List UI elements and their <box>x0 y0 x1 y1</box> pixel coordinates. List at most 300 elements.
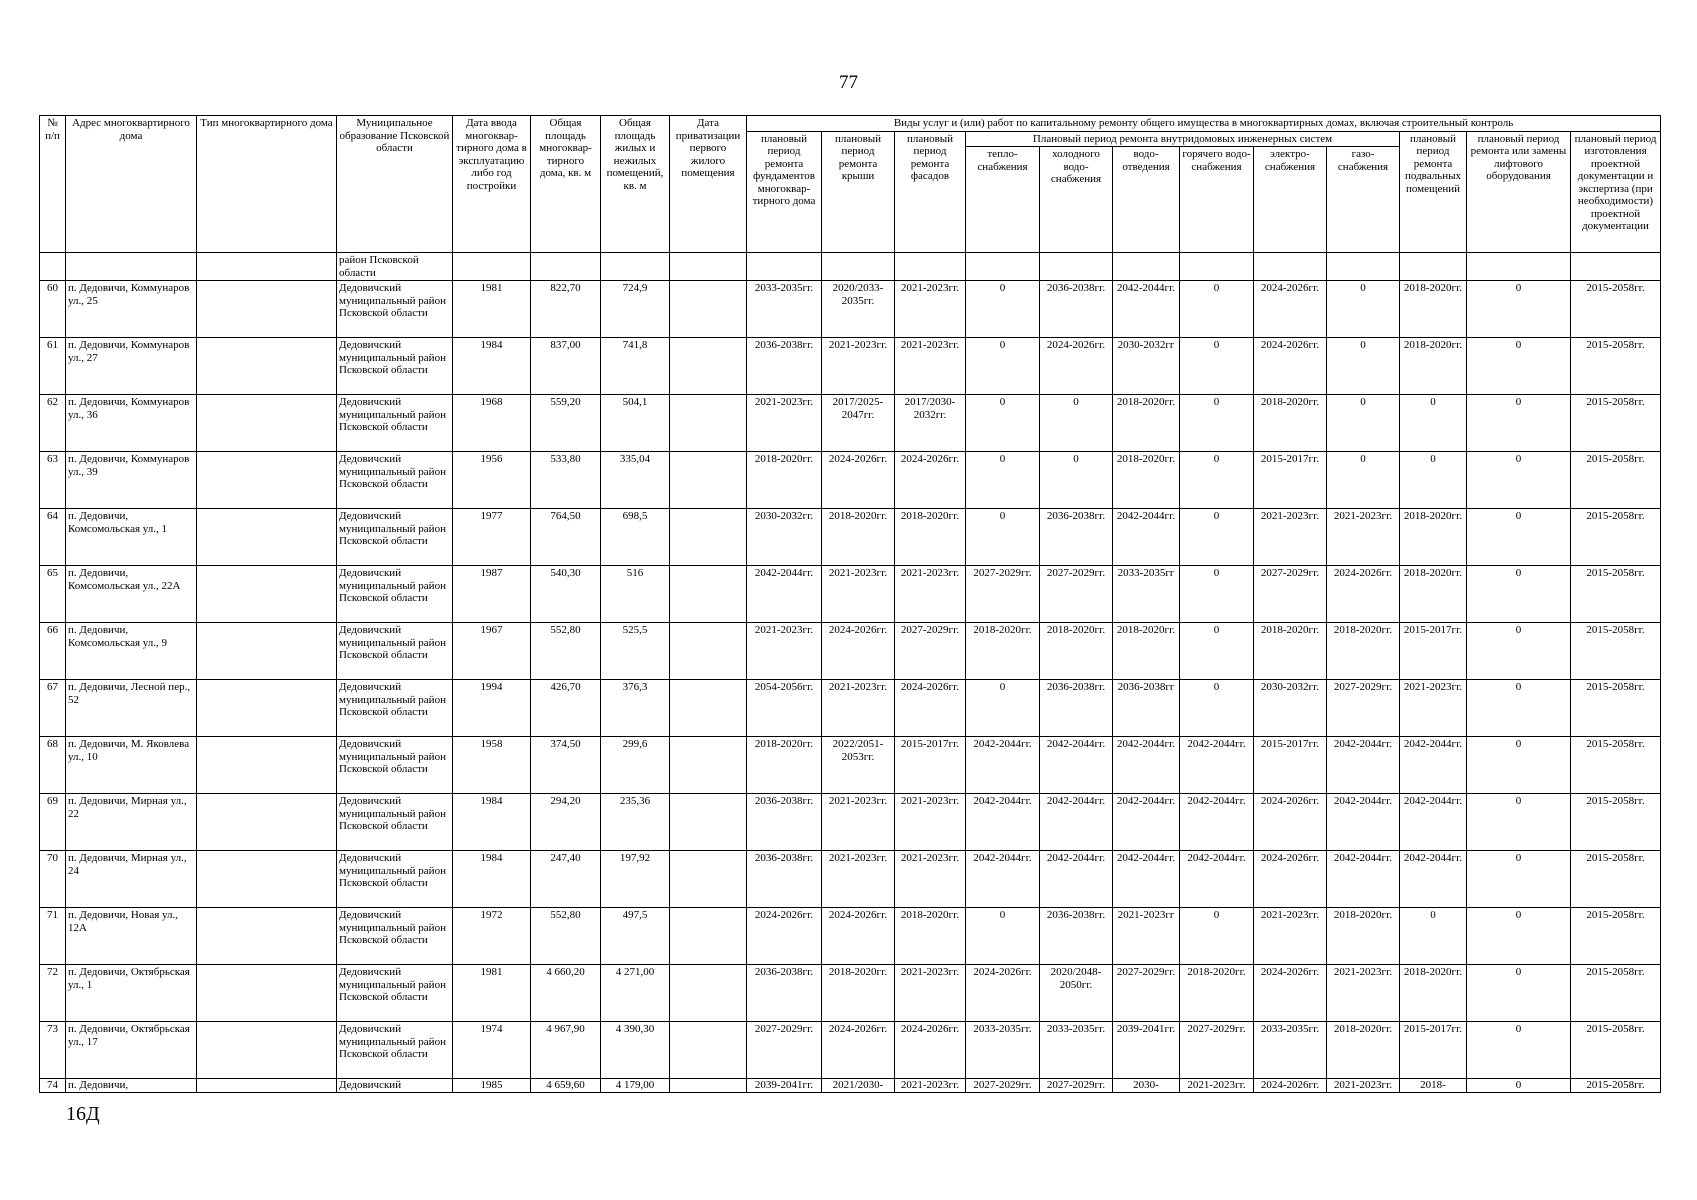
header-design: плановый период изготовления проектной документации и экспертиза (при необходимости) проектной документации <box>1571 131 1661 253</box>
cell-design: 2015-2058гг. <box>1571 1079 1661 1093</box>
cell-electric: 2015-2017гг. <box>1254 452 1327 509</box>
cell-elevator: 0 <box>1467 1022 1571 1079</box>
cell-premises-area: 698,5 <box>601 509 670 566</box>
cell-privatization <box>670 253 747 281</box>
cell-hot-water: 0 <box>1180 281 1254 338</box>
header-cold-water: холодного водо-снабжения <box>1040 147 1113 253</box>
cell-total-area: 559,20 <box>531 395 601 452</box>
cell-foundation: 2027-2029гг. <box>747 1022 822 1079</box>
cell-roof: 2021-2023гг. <box>822 338 895 395</box>
cell-hot-water: 2042-2044гг. <box>1180 851 1254 908</box>
header-municipality: Муниципальное образование Псковской области <box>337 116 453 253</box>
cell-heat: 2042-2044гг. <box>966 794 1040 851</box>
cell-total-area: 374,50 <box>531 737 601 794</box>
cell-municipality: Дедовичский муниципальный район Псковской области <box>337 908 453 965</box>
cell-sewer: 2030- <box>1113 1079 1180 1093</box>
cell-type <box>197 338 337 395</box>
cell-sewer: 2042-2044гг. <box>1113 794 1180 851</box>
cell-gas: 2024-2026гг. <box>1327 566 1400 623</box>
cell-electric: 2015-2017гг. <box>1254 737 1327 794</box>
cell-cold-water: 0 <box>1040 395 1113 452</box>
cell-hot-water <box>1180 253 1254 281</box>
cell-design: 2015-2058гг. <box>1571 965 1661 1022</box>
cell-address: п. Дедовичи, Новая ул., 12А <box>66 908 197 965</box>
cell-address: п. Дедовичи, Октябрьская ул., 1 <box>66 965 197 1022</box>
cell-gas <box>1327 253 1400 281</box>
header-privatization-date: Дата приватизации первого жилого помещения <box>670 116 747 253</box>
cell-municipality: Дедовичский муниципальный район Псковской области <box>337 395 453 452</box>
cell-hot-water: 2042-2044гг. <box>1180 737 1254 794</box>
capital-repair-table <box>39 115 1661 1093</box>
cell-cold-water: 2042-2044гг. <box>1040 794 1113 851</box>
cell-roof: 2018-2020гг. <box>822 965 895 1022</box>
cell-year: 1972 <box>453 908 531 965</box>
cell-basement: 0 <box>1400 452 1467 509</box>
cell-total-area: 822,70 <box>531 281 601 338</box>
cell-total-area: 247,40 <box>531 851 601 908</box>
table-row <box>40 281 1661 338</box>
cell-facade: 2021-2023гг. <box>895 566 966 623</box>
cell-basement: 2042-2044гг. <box>1400 794 1467 851</box>
header-total-area: Общая площадь многоквар-тирного дома, кв. м <box>531 116 601 253</box>
cell-cold-water: 2036-2038гг. <box>1040 281 1113 338</box>
cell-type <box>197 851 337 908</box>
cell-num: 64 <box>40 509 66 566</box>
cell-premises-area: 497,5 <box>601 908 670 965</box>
cell-electric: 2030-2032гг. <box>1254 680 1327 737</box>
cell-basement: 2015-2017гг. <box>1400 623 1467 680</box>
header-electric: электро-снабжения <box>1254 147 1327 253</box>
cell-privatization <box>670 794 747 851</box>
cell-sewer: 2042-2044гг. <box>1113 281 1180 338</box>
cell-heat: 0 <box>966 281 1040 338</box>
cell-year: 1985 <box>453 1079 531 1093</box>
cell-num: 66 <box>40 623 66 680</box>
footer-code: 16Д <box>66 1103 100 1125</box>
cell-municipality: Дедовичский муниципальный район Псковской области <box>337 281 453 338</box>
cell-municipality: Дедовичский муниципальный район Псковской области <box>337 338 453 395</box>
cell-num: 65 <box>40 566 66 623</box>
cell-electric: 2024-2026гг. <box>1254 281 1327 338</box>
cell-num: 69 <box>40 794 66 851</box>
cell-facade: 2024-2026гг. <box>895 1022 966 1079</box>
cell-premises-area: 4 390,30 <box>601 1022 670 1079</box>
cell-foundation: 2036-2038гг. <box>747 794 822 851</box>
cell-electric: 2033-2035гг. <box>1254 1022 1327 1079</box>
cell-hot-water: 2042-2044гг. <box>1180 794 1254 851</box>
cell-elevator: 0 <box>1467 851 1571 908</box>
cell-privatization <box>670 452 747 509</box>
cell-municipality: Дедовичский муниципальный район Псковской области <box>337 1022 453 1079</box>
cell-electric: 2024-2026гг. <box>1254 1079 1327 1093</box>
cell-sewer: 2039-2041гг. <box>1113 1022 1180 1079</box>
cell-heat: 0 <box>966 509 1040 566</box>
cell-electric <box>1254 253 1327 281</box>
cell-basement: 2018-2020гг. <box>1400 566 1467 623</box>
cell-roof: 2020/2033-2035гг. <box>822 281 895 338</box>
cell-basement: 2018- <box>1400 1079 1467 1093</box>
cell-gas: 2018-2020гг. <box>1327 623 1400 680</box>
cell-elevator: 0 <box>1467 452 1571 509</box>
cell-design: 2015-2058гг. <box>1571 1022 1661 1079</box>
cell-elevator: 0 <box>1467 623 1571 680</box>
cell-privatization <box>670 395 747 452</box>
cell-address: п. Дедовичи, Комсомольская ул., 9 <box>66 623 197 680</box>
cell-cold-water: 2036-2038гг. <box>1040 908 1113 965</box>
header-roof: плановый период ремонта крыши <box>822 131 895 253</box>
cell-cold-water: 2042-2044гг. <box>1040 737 1113 794</box>
table-row <box>40 794 1661 851</box>
cell-num: 67 <box>40 680 66 737</box>
header-gas: газо-снабжения <box>1327 147 1400 253</box>
cell-num: 60 <box>40 281 66 338</box>
cell-privatization <box>670 566 747 623</box>
cell-premises-area: 197,92 <box>601 851 670 908</box>
cell-year: 1956 <box>453 452 531 509</box>
cell-premises-area: 376,3 <box>601 680 670 737</box>
cell-gas: 0 <box>1327 452 1400 509</box>
cell-gas: 0 <box>1327 281 1400 338</box>
cell-type <box>197 794 337 851</box>
cell-elevator <box>1467 253 1571 281</box>
cell-total-area: 540,30 <box>531 566 601 623</box>
cell-sewer: 2033-2035гг <box>1113 566 1180 623</box>
cell-roof: 2022/2051-2053гг. <box>822 737 895 794</box>
cell-year: 1981 <box>453 965 531 1022</box>
cell-facade: 2018-2020гг. <box>895 509 966 566</box>
cell-facade: 2018-2020гг. <box>895 908 966 965</box>
cell-premises-area: 335,04 <box>601 452 670 509</box>
cell-address: п. Дедовичи, Комсомольская ул., 22А <box>66 566 197 623</box>
cell-municipality: Дедовичский муниципальный район Псковской области <box>337 452 453 509</box>
cell-num: 74 <box>40 1079 66 1093</box>
cell-foundation: 2036-2038гг. <box>747 965 822 1022</box>
cell-num <box>40 253 66 281</box>
cell-hot-water: 2018-2020гг. <box>1180 965 1254 1022</box>
cell-cold-water: 2033-2035гг. <box>1040 1022 1113 1079</box>
cell-premises-area: 504,1 <box>601 395 670 452</box>
cell-gas: 0 <box>1327 395 1400 452</box>
cell-heat: 2042-2044гг. <box>966 851 1040 908</box>
cell-privatization <box>670 509 747 566</box>
table-row <box>40 851 1661 908</box>
cell-type <box>197 452 337 509</box>
cell-num: 73 <box>40 1022 66 1079</box>
cell-sewer: 2042-2044гг. <box>1113 737 1180 794</box>
cell-heat: 2018-2020гг. <box>966 623 1040 680</box>
header-works-group: Виды услуг и (или) работ по капитальному ремонту общего имущества в многоквартирных домах, включая строительный контроль <box>747 116 1661 132</box>
cell-cold-water: 0 <box>1040 452 1113 509</box>
cell-elevator: 0 <box>1467 281 1571 338</box>
cell-hot-water: 0 <box>1180 680 1254 737</box>
cell-premises-area: 299,6 <box>601 737 670 794</box>
cell-cold-water <box>1040 253 1113 281</box>
cell-gas: 2042-2044гг. <box>1327 737 1400 794</box>
cell-privatization <box>670 1079 747 1093</box>
cell-roof: 2018-2020гг. <box>822 509 895 566</box>
table-row <box>40 965 1661 1022</box>
cell-heat: 0 <box>966 908 1040 965</box>
cell-elevator: 0 <box>1467 794 1571 851</box>
cell-design: 2015-2058гг. <box>1571 851 1661 908</box>
cell-facade: 2024-2026гг. <box>895 452 966 509</box>
cell-gas: 2042-2044гг. <box>1327 851 1400 908</box>
cell-heat: 0 <box>966 338 1040 395</box>
cell-address: п. Дедовичи, Лесной пер., 52 <box>66 680 197 737</box>
table-row <box>40 623 1661 680</box>
cell-gas: 0 <box>1327 338 1400 395</box>
cell-elevator: 0 <box>1467 965 1571 1022</box>
cell-address: п. Дедовичи, Октябрьская ул., 17 <box>66 1022 197 1079</box>
cell-cold-water: 2024-2026гг. <box>1040 338 1113 395</box>
cell-cold-water: 2036-2038гг. <box>1040 509 1113 566</box>
cell-year: 1981 <box>453 281 531 338</box>
cell-total-area: 552,80 <box>531 623 601 680</box>
cell-type <box>197 623 337 680</box>
cell-sewer: 2018-2020гг. <box>1113 623 1180 680</box>
cell-hot-water: 2027-2029гг. <box>1180 1022 1254 1079</box>
cell-heat: 0 <box>966 680 1040 737</box>
table-row <box>40 1022 1661 1079</box>
cell-num: 68 <box>40 737 66 794</box>
cell-privatization <box>670 623 747 680</box>
table-row <box>40 908 1661 965</box>
cell-facade <box>895 253 966 281</box>
cell-privatization <box>670 281 747 338</box>
header-premises-area: Общая площадь жилых и нежилых помещений, кв. м <box>601 116 670 253</box>
cell-facade: 2024-2026гг. <box>895 680 966 737</box>
cell-premises-area: 741,8 <box>601 338 670 395</box>
cell-num: 71 <box>40 908 66 965</box>
cell-elevator: 0 <box>1467 680 1571 737</box>
cell-sewer: 2018-2020гг. <box>1113 452 1180 509</box>
page-number: 77 <box>839 72 858 93</box>
cell-gas: 2021-2023гг. <box>1327 509 1400 566</box>
cell-foundation: 2024-2026гг. <box>747 908 822 965</box>
cell-foundation: 2036-2038гг. <box>747 851 822 908</box>
cell-hot-water: 0 <box>1180 338 1254 395</box>
cell-municipality: Дедовичский муниципальный район Псковской области <box>337 623 453 680</box>
cell-electric: 2027-2029гг. <box>1254 566 1327 623</box>
cell-design: 2015-2058гг. <box>1571 680 1661 737</box>
cell-premises-area: 4 179,00 <box>601 1079 670 1093</box>
cell-foundation: 2036-2038гг. <box>747 338 822 395</box>
cell-basement: 2042-2044гг. <box>1400 851 1467 908</box>
cell-premises-area: 4 271,00 <box>601 965 670 1022</box>
cell-type <box>197 1079 337 1093</box>
cell-privatization <box>670 965 747 1022</box>
header-sewer: водо-отведения <box>1113 147 1180 253</box>
cell-year: 1987 <box>453 566 531 623</box>
table-row <box>40 1079 1661 1093</box>
cell-sewer: 2030-2032гг <box>1113 338 1180 395</box>
table-row <box>40 566 1661 623</box>
cell-type <box>197 395 337 452</box>
cell-electric: 2021-2023гг. <box>1254 908 1327 965</box>
cell-electric: 2024-2026гг. <box>1254 794 1327 851</box>
header-date-commission: Дата ввода многоквар-тирного дома в эксплуатацию либо год постройки <box>453 116 531 253</box>
cell-address: п. Дедовичи, <box>66 1079 197 1093</box>
cell-address: п. Дедовичи, М. Яковлева ул., 10 <box>66 737 197 794</box>
cell-facade: 2021-2023гг. <box>895 281 966 338</box>
cell-cold-water: 2042-2044гг. <box>1040 851 1113 908</box>
cell-design: 2015-2058гг. <box>1571 452 1661 509</box>
cell-basement: 2018-2020гг. <box>1400 509 1467 566</box>
cell-hot-water: 0 <box>1180 908 1254 965</box>
cell-elevator: 0 <box>1467 395 1571 452</box>
cell-type <box>197 680 337 737</box>
cell-roof: 2017/2025-2047гг. <box>822 395 895 452</box>
header-heat: тепло-снабжения <box>966 147 1040 253</box>
cell-heat: 0 <box>966 395 1040 452</box>
cell-hot-water: 0 <box>1180 509 1254 566</box>
cell-premises-area: 724,9 <box>601 281 670 338</box>
cell-cold-water: 2018-2020гг. <box>1040 623 1113 680</box>
cell-roof: 2024-2026гг. <box>822 623 895 680</box>
cell-foundation: 2042-2044гг. <box>747 566 822 623</box>
cell-total-area: 533,80 <box>531 452 601 509</box>
table-row <box>40 452 1661 509</box>
cell-address: п. Дедовичи, Коммунаров ул., 36 <box>66 395 197 452</box>
cell-type <box>197 509 337 566</box>
cell-basement: 0 <box>1400 395 1467 452</box>
header-basement: плановый период ремонта подвальных помещений <box>1400 131 1467 253</box>
cell-basement: 2021-2023гг. <box>1400 680 1467 737</box>
cell-elevator: 0 <box>1467 509 1571 566</box>
cell-privatization <box>670 1022 747 1079</box>
cell-design: 2015-2058гг. <box>1571 908 1661 965</box>
cell-num: 61 <box>40 338 66 395</box>
cell-year: 1977 <box>453 509 531 566</box>
cell-year <box>453 253 531 281</box>
cell-municipality: Дедовичский муниципальный район Псковской области <box>337 965 453 1022</box>
cell-premises-area: 235,36 <box>601 794 670 851</box>
cell-foundation <box>747 253 822 281</box>
table-row <box>40 737 1661 794</box>
cell-basement: 2015-2017гг. <box>1400 1022 1467 1079</box>
cell-year: 1974 <box>453 1022 531 1079</box>
cell-roof: 2024-2026гг. <box>822 908 895 965</box>
cell-total-area: 837,00 <box>531 338 601 395</box>
cell-design: 2015-2058гг. <box>1571 566 1661 623</box>
cell-roof: 2021-2023гг. <box>822 566 895 623</box>
cell-type <box>197 737 337 794</box>
header-num: № п/п <box>40 116 66 253</box>
cell-type <box>197 566 337 623</box>
cell-cold-water: 2020/2048-2050гг. <box>1040 965 1113 1022</box>
cell-basement: 2042-2044гг. <box>1400 737 1467 794</box>
cell-heat: 2042-2044гг. <box>966 737 1040 794</box>
cell-type <box>197 908 337 965</box>
cell-cold-water: 2036-2038гг. <box>1040 680 1113 737</box>
header-elevator: плановый период ремонта или замены лифтового оборудования <box>1467 131 1571 253</box>
cell-privatization <box>670 680 747 737</box>
table-row <box>40 395 1661 452</box>
cell-num: 70 <box>40 851 66 908</box>
cell-foundation: 2054-2056гг. <box>747 680 822 737</box>
cell-privatization <box>670 737 747 794</box>
cell-year: 1984 <box>453 794 531 851</box>
cell-electric: 2024-2026гг. <box>1254 338 1327 395</box>
cell-gas: 2021-2023гг. <box>1327 1079 1400 1093</box>
cell-municipality: район Псковской области <box>337 253 453 281</box>
cell-hot-water: 0 <box>1180 395 1254 452</box>
cell-design: 2015-2058гг. <box>1571 794 1661 851</box>
cell-elevator: 0 <box>1467 737 1571 794</box>
cell-address: п. Дедовичи, Комсомольская ул., 1 <box>66 509 197 566</box>
cell-sewer: 2042-2044гг. <box>1113 851 1180 908</box>
header-facade: плановый период ремонта фасадов <box>895 131 966 253</box>
cell-electric: 2021-2023гг. <box>1254 509 1327 566</box>
cell-address: п. Дедовичи, Мирная ул., 22 <box>66 794 197 851</box>
cell-foundation: 2018-2020гг. <box>747 452 822 509</box>
cell-hot-water: 0 <box>1180 452 1254 509</box>
cell-year: 1968 <box>453 395 531 452</box>
header-address: Адрес многоквартирного дома <box>66 116 197 253</box>
cell-basement: 2018-2020гг. <box>1400 965 1467 1022</box>
cell-roof: 2021-2023гг. <box>822 794 895 851</box>
cell-total-area: 426,70 <box>531 680 601 737</box>
cell-type <box>197 1022 337 1079</box>
cell-sewer: 2036-2038гг <box>1113 680 1180 737</box>
cell-num: 72 <box>40 965 66 1022</box>
cell-design <box>1571 253 1661 281</box>
cell-basement: 2018-2020гг. <box>1400 281 1467 338</box>
cell-elevator: 0 <box>1467 566 1571 623</box>
cell-total-area: 4 659,60 <box>531 1079 601 1093</box>
header-engineering-group: Плановый период ремонта внутридомовых инженерных систем <box>966 131 1400 147</box>
cell-year: 1958 <box>453 737 531 794</box>
cell-hot-water: 2021-2023гг. <box>1180 1079 1254 1093</box>
cell-type <box>197 253 337 281</box>
cell-gas: 2018-2020гг. <box>1327 1022 1400 1079</box>
cell-total-area: 4 967,90 <box>531 1022 601 1079</box>
cell-address <box>66 253 197 281</box>
cell-year: 1994 <box>453 680 531 737</box>
cell-heat: 2024-2026гг. <box>966 965 1040 1022</box>
cell-design: 2015-2058гг. <box>1571 737 1661 794</box>
cell-total-area: 4 660,20 <box>531 965 601 1022</box>
cell-heat <box>966 253 1040 281</box>
cell-municipality: Дедовичский муниципальный район Псковской области <box>337 566 453 623</box>
cell-foundation: 2033-2035гг. <box>747 281 822 338</box>
cell-premises-area: 516 <box>601 566 670 623</box>
cell-facade: 2021-2023гг. <box>895 851 966 908</box>
cell-design: 2015-2058гг. <box>1571 395 1661 452</box>
cell-privatization <box>670 851 747 908</box>
header-foundation: плановый период ремонта фундаментов многоквар-тирного дома <box>747 131 822 253</box>
cell-roof: 2021/2030- <box>822 1079 895 1093</box>
cell-design: 2015-2058гг. <box>1571 281 1661 338</box>
cell-heat: 2027-2029гг. <box>966 566 1040 623</box>
cell-facade: 2027-2029гг. <box>895 623 966 680</box>
cell-gas: 2021-2023гг. <box>1327 965 1400 1022</box>
cell-heat: 2027-2029гг. <box>966 1079 1040 1093</box>
cell-total-area <box>531 253 601 281</box>
cell-roof <box>822 253 895 281</box>
cell-design: 2015-2058гг. <box>1571 338 1661 395</box>
cell-total-area: 294,20 <box>531 794 601 851</box>
cell-address: п. Дедовичи, Коммунаров ул., 39 <box>66 452 197 509</box>
cell-basement: 2018-2020гг. <box>1400 338 1467 395</box>
cell-privatization <box>670 338 747 395</box>
cell-total-area: 764,50 <box>531 509 601 566</box>
cell-facade: 2021-2023гг. <box>895 338 966 395</box>
cell-type <box>197 965 337 1022</box>
cell-year: 1967 <box>453 623 531 680</box>
table-body <box>40 253 1661 1093</box>
cell-sewer: 2027-2029гг. <box>1113 965 1180 1022</box>
